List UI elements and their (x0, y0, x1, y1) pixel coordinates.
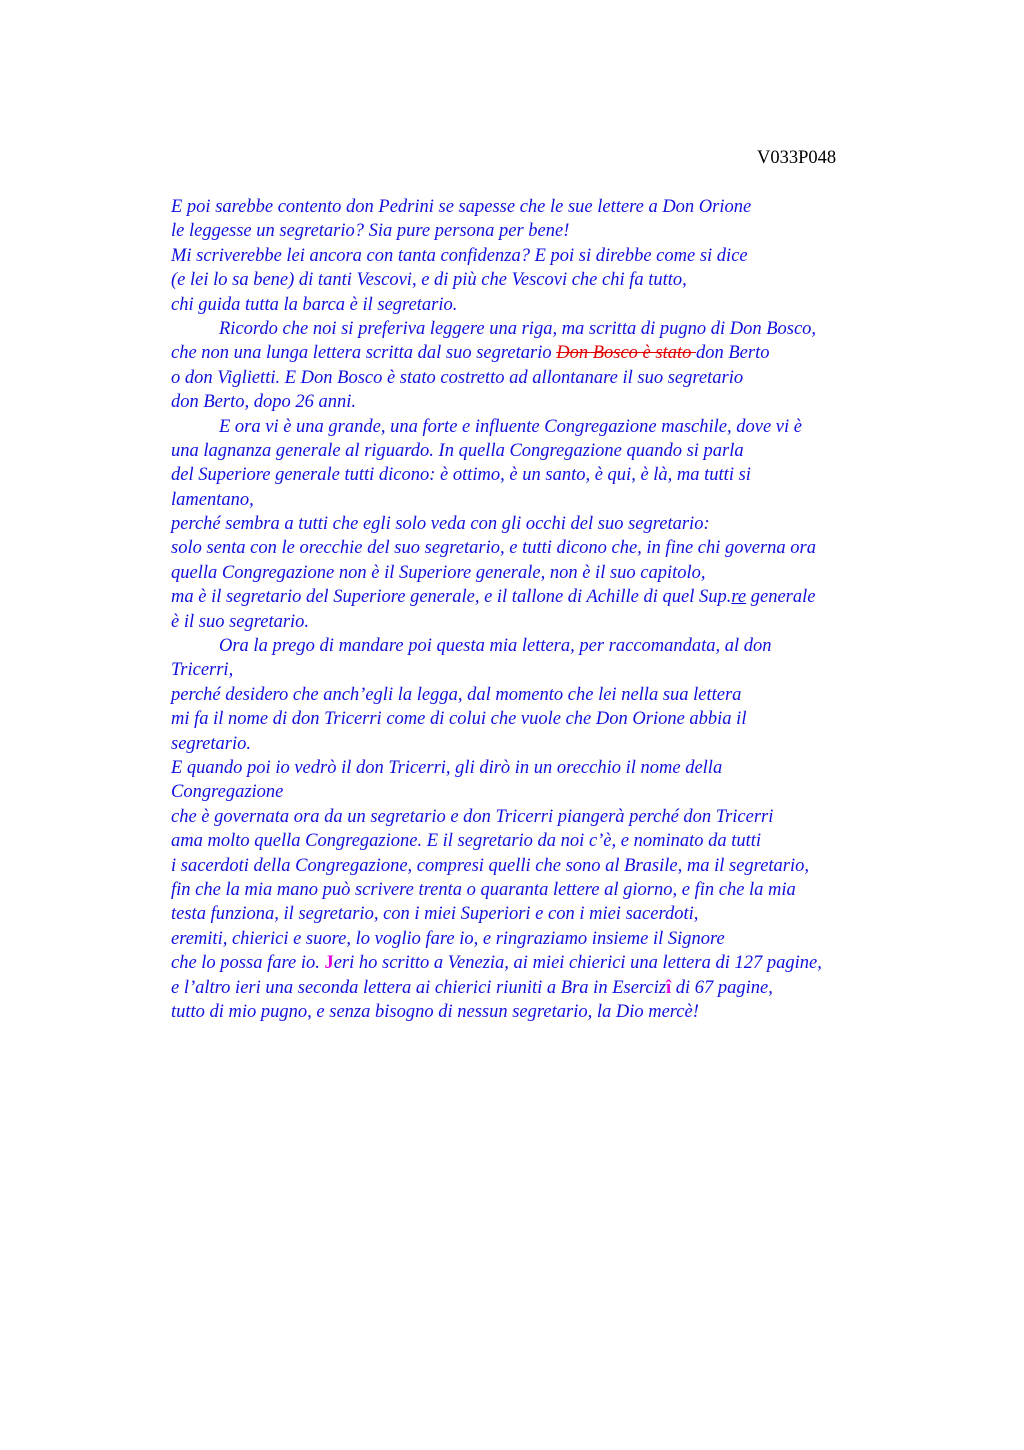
text-span: del Superiore generale tutti dicono: è ottimo, è un santo, è qui, è là, ma tutti si (171, 465, 751, 486)
text-line (171, 707, 931, 731)
page-id: V033P048 (757, 148, 837, 168)
text-line (171, 561, 931, 585)
text-line (171, 219, 931, 243)
text-span: quella Congregazione non è il Superiore generale, non è il suo capitolo, (171, 562, 706, 583)
text-line (171, 854, 931, 878)
text-line (171, 732, 931, 756)
text-line (171, 585, 931, 609)
text-line (171, 756, 931, 780)
text-line (171, 488, 931, 512)
text-line (171, 610, 931, 634)
text-span: E quando poi io vedrò il don Tricerri, gli dirò in un orecchio il nome della (171, 757, 723, 778)
text-line (171, 366, 931, 390)
text-span: (e lei lo sa bene) di tanti Vescovi, e di più che Vescovi che chi fa tutto, (171, 270, 687, 291)
text-span: una lagnanza generale al riguardo. In quella Congregazione quando si parla (171, 440, 744, 461)
text-span: E ora vi è una grande, una forte e influente Congregazione maschile, dove vi è (219, 416, 802, 437)
text-span: di 67 pagine, (671, 977, 773, 998)
text-line (171, 415, 931, 439)
text-span: tutto di mio pugno, e senza bisogno di nessun segretario, la Dio mercè! (171, 1001, 699, 1022)
text-line (171, 1000, 931, 1024)
text-span: o don Viglietti. E Don Bosco è stato costretto ad allontanare il suo segretario (171, 367, 744, 388)
text-span: solo senta con le orecchie del suo segretario, e tutti dicono che, in fine chi governa ora (171, 538, 816, 559)
text-span: Tricerri, (171, 660, 234, 681)
text-line (171, 927, 931, 951)
text-line (171, 976, 931, 1000)
text-span: fin che la mia mano può scrivere trenta o quaranta lettere al giorno, e fin che la mia (171, 879, 796, 900)
text-line (171, 390, 931, 414)
text-span: e l’altro ieri una seconda lettera ai chierici riuniti a Bra in Eserciz (171, 977, 666, 998)
text-span: Ricordo che noi si preferiva leggere una riga, ma scritta di pugno di Don Bosco, (219, 318, 817, 339)
text-line (171, 317, 931, 341)
text-span: è il suo segretario. (171, 611, 310, 632)
text-span: don Berto (695, 343, 770, 364)
text-span: lamentano, (171, 489, 254, 510)
corrected-letter: J (324, 953, 334, 974)
text-line (171, 634, 931, 658)
text-line (171, 902, 931, 926)
text-span: Mi scriverebbe lei ancora con tanta confidenza? E poi si direbbe come si dice (171, 245, 748, 266)
text-span: testa funziona, il segretario, con i miei Superiori e con i miei sacerdoti, (171, 904, 699, 925)
text-span: i sacerdoti della Congregazione, compresi quelli che sono al Brasile, ma il segretario, (171, 855, 810, 876)
text-span: chi guida tutta la barca è il segretario. (171, 294, 458, 315)
text-span: che non una lunga lettera scritta dal suo segretario (171, 343, 557, 364)
text-span: don Berto, dopo 26 anni. (171, 392, 356, 413)
deleted-text: Don Bosco è stato (556, 343, 696, 364)
text-span: perché sembra a tutti che egli solo veda con gli occhi del suo segretario: (171, 514, 710, 535)
text-line (171, 780, 931, 804)
text-line (171, 951, 931, 975)
text-span: che è governata ora da un segretario e don Tricerri piangerà perché don Tricerri (171, 806, 774, 827)
text-line (171, 268, 931, 292)
text-span: Ora la prego di mandare poi questa mia lettera, per raccomandata, al don (219, 636, 772, 657)
letter-text (171, 195, 931, 1024)
text-span: ma è il segretario del Superiore generale, e il tallone di Achille di quel Sup. (171, 587, 732, 608)
text-line (171, 805, 931, 829)
text-span: ama molto quella Congregazione. E il segretario da noi c’è, e nominato da tutti (171, 831, 762, 852)
text-span: che lo possa fare io. (171, 953, 325, 974)
text-line (171, 244, 931, 268)
text-line (171, 658, 931, 682)
corrected-letter: î (665, 977, 672, 998)
text-span: le leggesse un segretario? Sia pure persona per bene! (171, 221, 570, 242)
text-span: Congregazione (171, 782, 284, 803)
text-line (171, 829, 931, 853)
text-line (171, 878, 931, 902)
text-span: perché desidero che anch’egli la legga, dal momento che lei nella sua lettera (171, 684, 742, 705)
text-line (171, 536, 931, 560)
text-line (171, 683, 931, 707)
text-line (171, 439, 931, 463)
text-span: eri ho scritto a Venezia, ai miei chierici una lettera di 127 pagine, (333, 953, 822, 974)
text-span: eremiti, chierici e suore, lo voglio fare io, e ringraziamo insieme il Signore (171, 928, 725, 949)
underlined-text: re (731, 587, 747, 608)
text-line (171, 195, 931, 219)
text-span: E poi sarebbe contento don Pedrini se sapesse che le sue lettere a Don Orione (171, 197, 752, 217)
text-line (171, 341, 931, 365)
text-span: generale (746, 587, 816, 608)
text-line (171, 512, 931, 536)
text-span: mi fa il nome di don Tricerri come di colui che vuole che Don Orione abbia il (171, 709, 747, 730)
text-span: segretario. (171, 733, 251, 754)
text-line (171, 463, 931, 487)
text-line (171, 293, 931, 317)
